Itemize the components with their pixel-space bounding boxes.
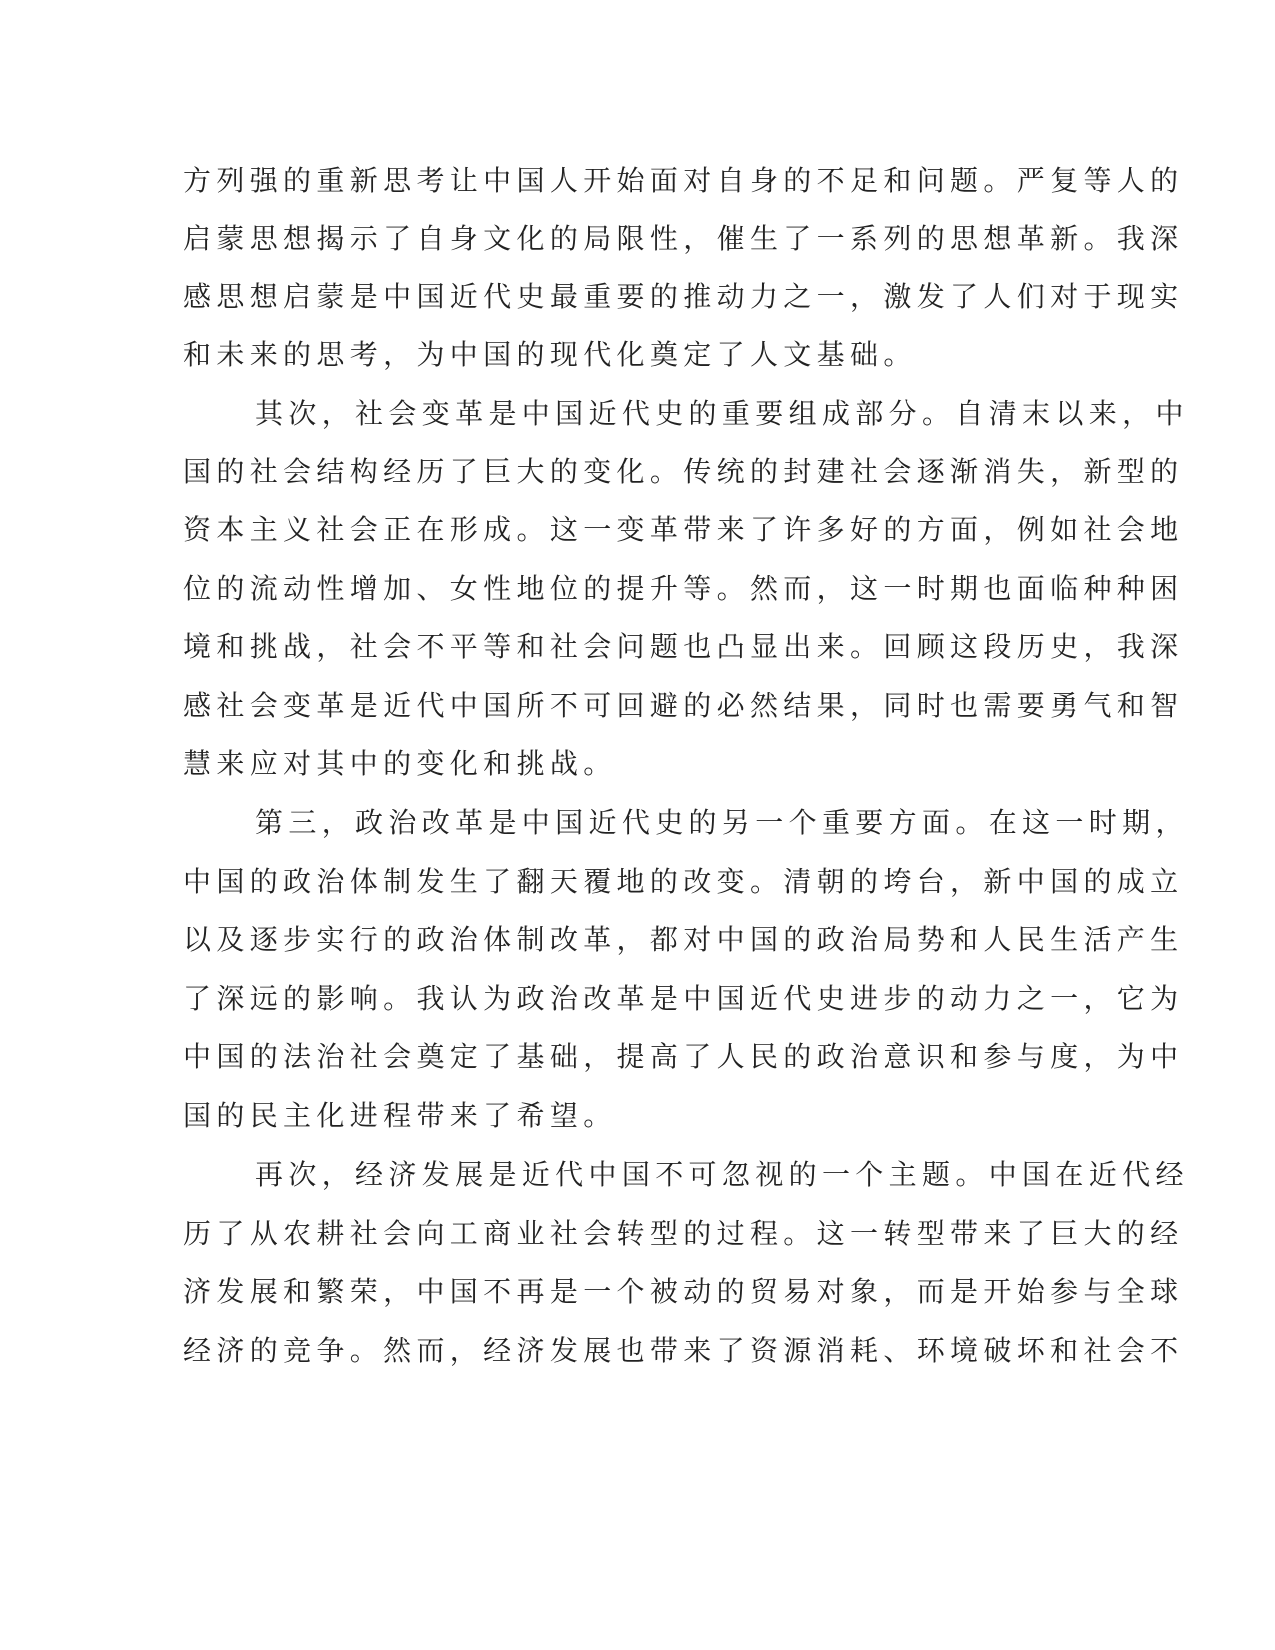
text-line: 经济的竞争。然而，经济发展也带来了资源消耗、环境破坏和社会不 [183,1334,1184,1367]
text-line: 感思想启蒙是中国近代史最重要的推动力之一，激发了人们对于现实 [183,280,1184,313]
text-line: 第三，政治改革是中国近代史的另一个重要方面。在这一时期， [255,806,1189,839]
text-line: 济发展和繁荣，中国不再是一个被动的贸易对象，而是开始参与全球 [183,1275,1184,1308]
text-line: 国的社会结构经历了巨大的变化。传统的封建社会逐渐消失，新型的 [183,455,1184,488]
text-line: 其次，社会变革是中国近代史的重要组成部分。自清末以来，中 [255,397,1189,430]
text-line: 国的民主化进程带来了希望。 [183,1099,617,1132]
text-line: 资本主义社会正在形成。这一变革带来了许多好的方面，例如社会地 [183,513,1184,546]
text-line: 慧来应对其中的变化和挑战。 [183,747,617,780]
text-line: 感社会变革是近代中国所不可回避的必然结果，同时也需要勇气和智 [183,689,1184,722]
text-line: 以及逐步实行的政治体制改革，都对中国的政治局势和人民生活产生 [183,923,1184,956]
text-line: 中国的政治体制发生了翻天覆地的改变。清朝的垮台，新中国的成立 [183,865,1184,898]
text-line: 方列强的重新思考让中国人开始面对自身的不足和问题。严复等人的 [183,164,1184,197]
text-line: 了深远的影响。我认为政治改革是中国近代史进步的动力之一，它为 [183,982,1184,1015]
text-line: 启蒙思想揭示了自身文化的局限性，催生了一系列的思想革新。我深 [183,222,1184,255]
text-line: 再次，经济发展是近代中国不可忽视的一个主题。中国在近代经 [255,1158,1189,1191]
text-line: 和未来的思考，为中国的现代化奠定了人文基础。 [183,338,917,371]
text-line: 境和挑战，社会不平等和社会问题也凸显出来。回顾这段历史，我深 [183,630,1184,663]
text-line: 位的流动性增加、女性地位的提升等。然而，这一时期也面临种种困 [183,572,1184,605]
text-line: 历了从农耕社会向工商业社会转型的过程。这一转型带来了巨大的经 [183,1217,1184,1250]
text-line: 中国的法治社会奠定了基础，提高了人民的政治意识和参与度，为中 [183,1040,1184,1073]
